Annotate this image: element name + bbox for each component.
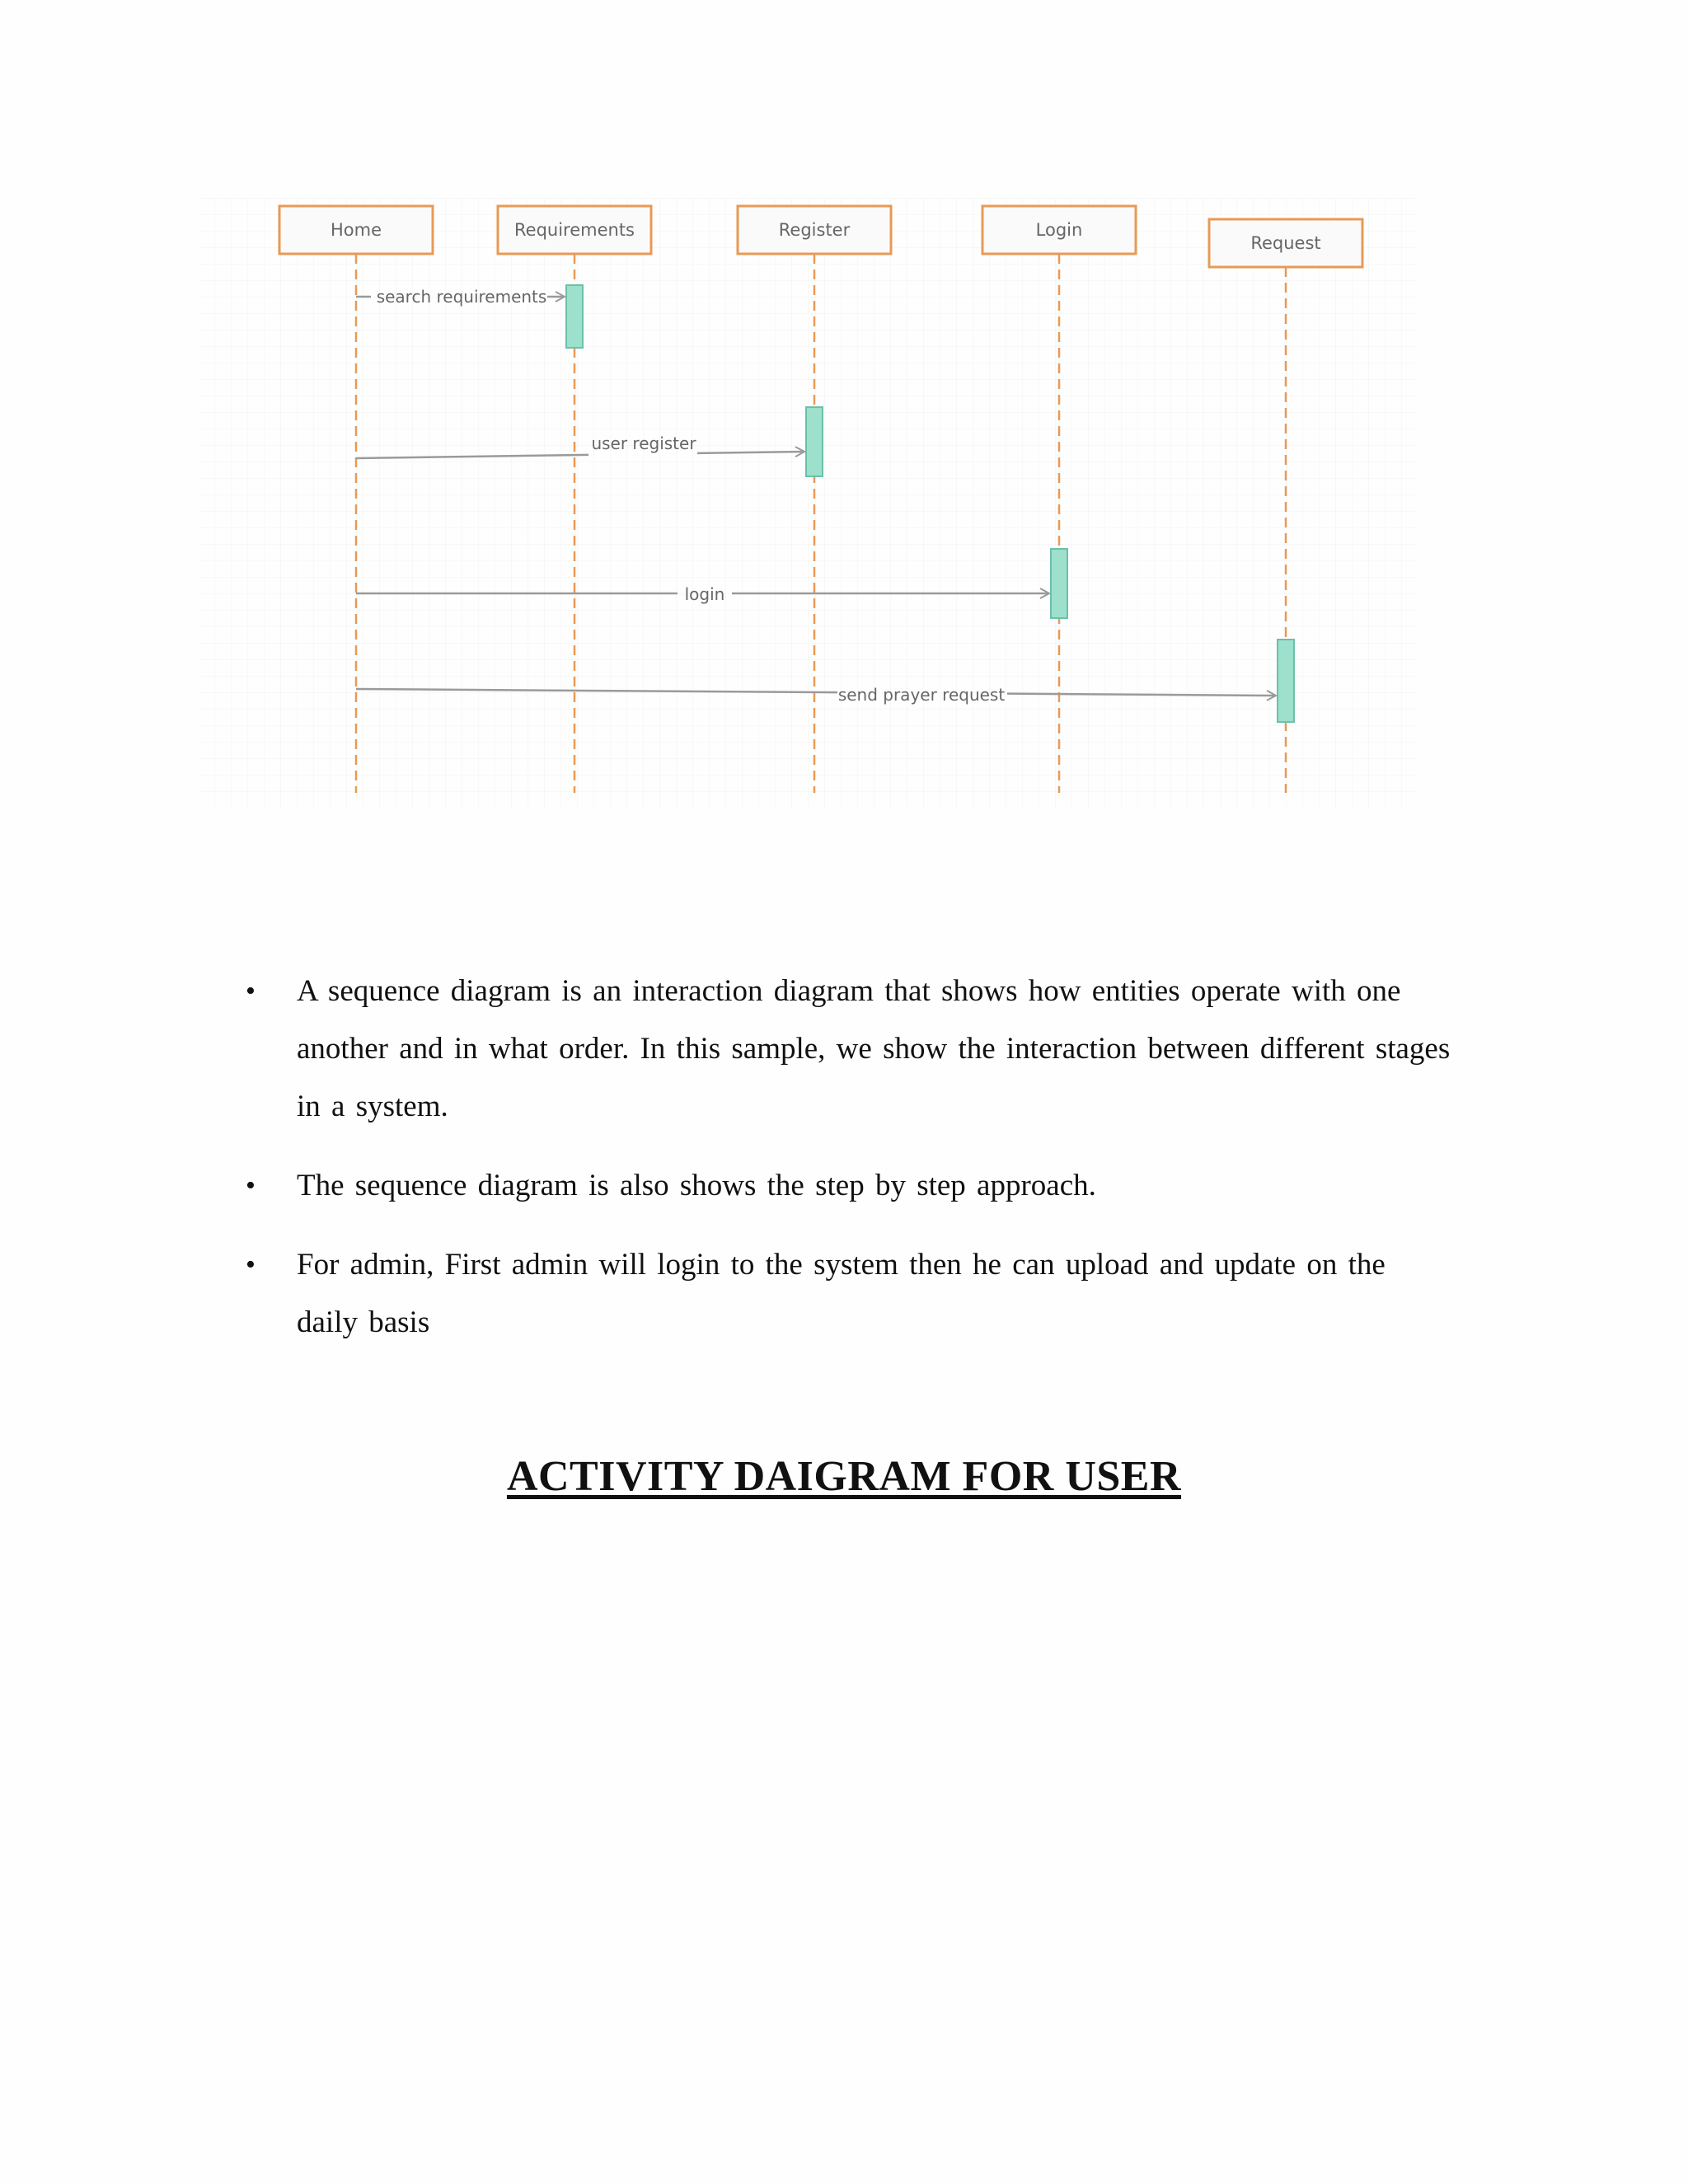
- actor-login: [982, 206, 1136, 254]
- actor-label: Request: [1250, 233, 1321, 253]
- activation-request: [1278, 640, 1294, 722]
- bullet-item: [246, 963, 1451, 1136]
- bullet-text: For admin, First admin will login to the system then he can upload and update on the daily basis: [297, 1248, 1386, 1339]
- activation-login: [1051, 549, 1067, 618]
- bullet-symbol: •: [246, 1249, 256, 1280]
- bullet-list: [0, 963, 1688, 1373]
- message-1: [356, 287, 565, 307]
- actor-register: [738, 206, 891, 254]
- actor-label: Login: [1035, 220, 1083, 240]
- message-label: send prayer request: [837, 685, 1006, 705]
- actor-request: [1209, 219, 1362, 267]
- activation-register: [806, 407, 823, 476]
- actor-label: Requirements: [514, 220, 635, 240]
- bullet-item: [246, 1157, 1451, 1215]
- actor-requirements: [498, 206, 651, 254]
- actor-label: Register: [778, 220, 851, 240]
- bullet-text: A sequence diagram is an interaction diagram that shows how entities operate with one another and in what order. In this sample, we show the interaction between different stages in a system.: [297, 974, 1451, 1123]
- section-heading: ACTIVITY DAIGRAM FOR USER: [506, 1453, 1182, 1500]
- message-label: search requirements: [376, 287, 547, 307]
- actor-home: [279, 206, 433, 254]
- actor-label: Home: [330, 220, 382, 240]
- activation-requirements: [566, 285, 583, 348]
- bullet-text: The sequence diagram is also shows the step by step approach.: [297, 1169, 1096, 1202]
- message-label: user register: [591, 434, 696, 453]
- bullet-symbol: •: [246, 976, 256, 1006]
- message-label: login: [684, 584, 725, 604]
- bullet-item: [246, 1236, 1451, 1352]
- sequence-diagram: [0, 0, 1688, 824]
- bullet-symbol: •: [246, 1170, 256, 1201]
